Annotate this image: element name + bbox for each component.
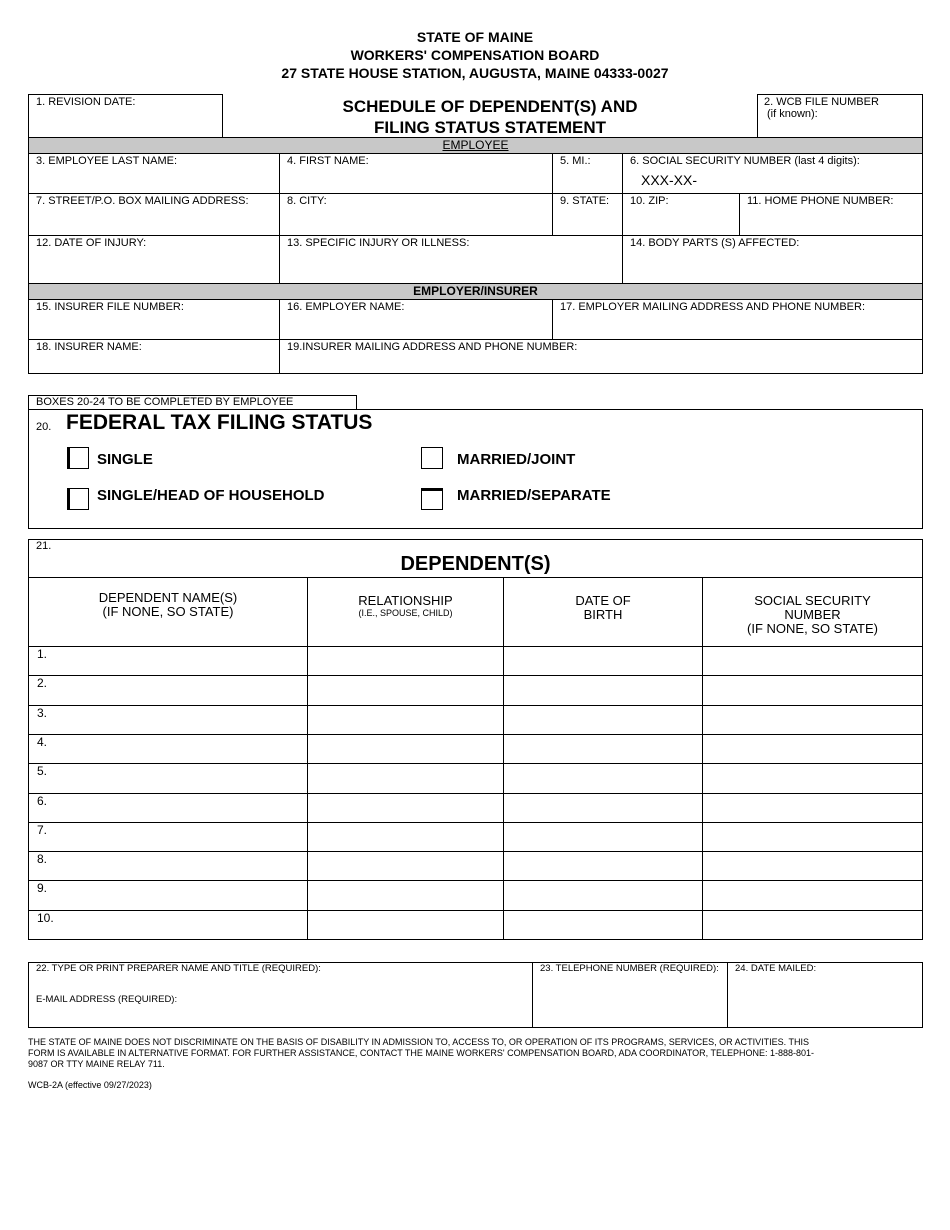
ssn-field[interactable] — [622, 153, 923, 194]
date-mailed-label: 24. DATE MAILED: — [735, 963, 817, 974]
form-id: WCB-2A (effective 09/27/2023) — [28, 1080, 152, 1090]
dependent-name-field[interactable] — [29, 910, 307, 939]
filing-status-title: FEDERAL TAX FILING STATUS — [66, 411, 373, 434]
dependent-dob-field[interactable] — [504, 675, 702, 704]
dependent-row-number: 7. — [37, 822, 48, 837]
dependent-row — [29, 675, 922, 704]
dependent-relationship-field[interactable] — [308, 880, 503, 909]
dependent-name-field[interactable] — [29, 880, 307, 909]
dependent-row-number: 8. — [37, 852, 48, 867]
dependent-row — [29, 793, 922, 822]
nondiscrimination-notice — [28, 1037, 908, 1070]
filing-status-number: 20. — [36, 421, 52, 433]
dependent-relationship-field[interactable] — [308, 851, 503, 880]
mi-label: 5. MI.: — [560, 155, 591, 167]
dependent-row — [29, 822, 922, 851]
dependent-ssn-field[interactable] — [703, 880, 922, 909]
preparer-name-field[interactable] — [29, 963, 532, 1027]
dependent-ssn-field[interactable] — [703, 822, 922, 851]
dependent-row-number: 4. — [37, 734, 48, 749]
home-phone-field[interactable] — [739, 193, 923, 236]
dependent-dob-field[interactable] — [504, 763, 702, 792]
dependent-dob-field[interactable] — [504, 734, 702, 763]
preparer-email-label: E-MAIL ADDRESS (REQUIRED): — [36, 994, 178, 1005]
col-date-of-birth-line2: BIRTH — [583, 607, 623, 622]
dependent-dob-field[interactable] — [504, 822, 702, 851]
wcb-file-number-field[interactable] — [757, 94, 923, 138]
dependent-row — [29, 910, 922, 939]
dependent-row-number: 1. — [37, 647, 48, 661]
dependent-relationship-field[interactable] — [308, 675, 503, 704]
preparer-section — [28, 962, 923, 1028]
wcb-if-known-label: (if known): — [767, 108, 818, 120]
dependent-name-field[interactable] — [29, 675, 307, 704]
dependents-table — [28, 539, 923, 940]
header-state: STATE OF MAINE — [416, 29, 534, 45]
notice-line2: FORM IS AVAILABLE IN ALTERNATIVE FORMAT. FOR FURTHER ASSISTANCE, CONTACT THE MAINE WORKERS' COMPENSATION BOARD, ADA COORDINATOR, TELEPHONE: 1-888-801- — [28, 1048, 815, 1058]
city-field[interactable] — [279, 193, 553, 236]
col-ssn-line1: SOCIAL SECURITY — [754, 593, 871, 608]
dependent-dob-field[interactable] — [504, 910, 702, 939]
dependent-name-field[interactable] — [29, 763, 307, 792]
ssn-prefix: XXX-XX- — [641, 172, 698, 188]
form-title-line1: SCHEDULE OF DEPENDENT(S) AND — [342, 97, 638, 116]
form-title — [223, 96, 757, 138]
date-mailed-field[interactable] — [728, 963, 922, 1027]
ssn-label: 6. SOCIAL SECURITY NUMBER (last 4 digits): — [630, 155, 860, 167]
dependent-ssn-field[interactable] — [703, 851, 922, 880]
dependent-ssn-field[interactable] — [703, 793, 922, 822]
dependent-relationship-field[interactable] — [308, 763, 503, 792]
zip-label: 10. ZIP: — [630, 195, 669, 207]
dependent-dob-field[interactable] — [504, 705, 702, 734]
insurer-name-field[interactable] — [28, 339, 280, 374]
dependent-row — [29, 851, 922, 880]
employee-section-title: EMPLOYEE — [442, 138, 509, 152]
dependents-title: DEPENDENT(S) — [400, 553, 551, 575]
col-dependent-name-header — [29, 591, 307, 619]
married-joint-checkbox[interactable] — [421, 447, 443, 469]
dependent-row — [29, 705, 922, 734]
dependent-row-number: 9. — [37, 881, 48, 896]
dependent-relationship-field[interactable] — [308, 705, 503, 734]
employee-last-name-field[interactable] — [28, 153, 280, 194]
first-name-field[interactable] — [279, 153, 553, 194]
single-label: SINGLE — [97, 451, 153, 468]
preparer-telephone-field[interactable] — [533, 963, 727, 1027]
date-of-injury-field[interactable] — [28, 235, 280, 284]
col-ssn-line3: (IF NONE, SO STATE) — [747, 621, 878, 636]
head-of-household-label: SINGLE/HEAD OF HOUSEHOLD — [97, 487, 325, 504]
dependent-row — [29, 763, 922, 792]
employee-section-header — [28, 137, 923, 154]
header-board: WORKERS' COMPENSATION BOARD — [350, 47, 600, 63]
dependent-ssn-field[interactable] — [703, 763, 922, 792]
married-joint-label: MARRIED/JOINT — [457, 451, 576, 468]
wcb-file-number-label: 2. WCB FILE NUMBER — [764, 96, 879, 108]
dependent-relationship-field[interactable] — [308, 646, 503, 675]
dependent-name-field[interactable] — [29, 822, 307, 851]
dependent-ssn-field[interactable] — [703, 646, 922, 675]
dependent-dob-field[interactable] — [504, 793, 702, 822]
date-of-injury-label: 12. DATE OF INJURY: — [36, 237, 147, 249]
col-ssn-header — [703, 594, 922, 636]
dependent-ssn-field[interactable] — [703, 734, 922, 763]
state-label: 9. STATE: — [560, 195, 610, 207]
dependent-row-number: 6. — [37, 793, 48, 808]
first-name-label: 4. FIRST NAME: — [287, 155, 369, 167]
dependent-relationship-field[interactable] — [308, 822, 503, 851]
boxes-note: BOXES 20-24 TO BE COMPLETED BY EMPLOYEE — [36, 396, 294, 408]
single-checkbox[interactable] — [67, 447, 89, 469]
dependent-relationship-field[interactable] — [308, 910, 503, 939]
city-label: 8. CITY: — [287, 195, 327, 207]
body-parts-label: 14. BODY PARTS (S) AFFECTED: — [630, 237, 800, 249]
form-title-line2: FILING STATUS STATEMENT — [374, 118, 606, 137]
street-address-field[interactable] — [28, 193, 280, 236]
specific-injury-field[interactable] — [279, 235, 623, 284]
married-separate-label: MARRIED/SEPARATE — [457, 487, 611, 504]
street-address-label: 7. STREET/P.O. BOX MAILING ADDRESS: — [36, 195, 249, 207]
insurer-file-number-label: 15. INSURER FILE NUMBER: — [36, 301, 184, 313]
employer-address-label: 17. EMPLOYER MAILING ADDRESS AND PHONE NUMBER: — [560, 301, 866, 313]
col-dependent-name-line2: (IF NONE, SO STATE) — [102, 604, 234, 619]
dependent-dob-field[interactable] — [504, 646, 702, 675]
insurer-address-field[interactable] — [279, 339, 923, 374]
dependent-relationship-field[interactable] — [308, 734, 503, 763]
mi-field[interactable] — [552, 153, 623, 194]
dependent-row — [29, 880, 922, 909]
insurer-name-label: 18. INSURER NAME: — [36, 341, 142, 353]
col-ssn-line2: NUMBER — [784, 607, 841, 622]
employer-name-label: 16. EMPLOYER NAME: — [287, 301, 405, 313]
state-field[interactable] — [552, 193, 623, 236]
employer-section-header — [28, 283, 923, 300]
notice-line3: 9087 OR TTY MAINE RELAY 711. — [28, 1059, 165, 1069]
married-separate-checkbox[interactable] — [421, 488, 443, 510]
notice-line1: THE STATE OF MAINE DOES NOT DISCRIMINATE ON THE BASIS OF DISABILITY IN ADMISSION TO, ACCESS TO, OR OPERATION OF ITS PROGRAMS, SERVICES, OR ACTIVITIES. THIS — [28, 1037, 809, 1047]
dependent-row-number: 2. — [37, 676, 48, 691]
col-relationship-header — [308, 594, 503, 619]
dependent-row-number: 5. — [37, 764, 48, 779]
dependent-ssn-field[interactable] — [703, 910, 922, 939]
col-relationship-line2: (I.E., SPOUSE, CHILD) — [358, 608, 453, 618]
employer-address-field[interactable] — [552, 299, 923, 340]
dependent-row — [29, 646, 922, 675]
body-parts-field[interactable] — [622, 235, 923, 284]
dependents-header-top-rule — [29, 577, 922, 578]
dependent-row — [29, 734, 922, 763]
dependent-dob-field[interactable] — [504, 851, 702, 880]
home-phone-label: 11. HOME PHONE NUMBER: — [747, 195, 894, 207]
dependent-row-number: 3. — [37, 705, 48, 720]
dependents-number: 21. — [36, 540, 52, 552]
dependent-relationship-field[interactable] — [308, 793, 503, 822]
dependent-row-number: 10. — [37, 910, 54, 925]
header-address: 27 STATE HOUSE STATION, AUGUSTA, MAINE 04333-0027 — [281, 65, 669, 81]
employee-last-name-label: 3. EMPLOYEE LAST NAME: — [36, 155, 178, 167]
boxes-note-tab — [28, 395, 357, 410]
specific-injury-label: 13. SPECIFIC INJURY OR ILLNESS: — [287, 237, 470, 249]
dependent-ssn-field[interactable] — [703, 675, 922, 704]
dependent-name-field[interactable] — [29, 734, 307, 763]
head-of-household-checkbox[interactable] — [67, 488, 89, 510]
employer-section-title: EMPLOYER/INSURER — [413, 284, 538, 298]
col-date-of-birth-header — [504, 594, 702, 622]
revision-date-field[interactable] — [28, 94, 223, 138]
revision-date-label: 1. REVISION DATE: — [36, 96, 136, 108]
employer-name-field[interactable] — [279, 299, 553, 340]
insurer-file-number-field[interactable] — [28, 299, 280, 340]
col-relationship-line1: RELATIONSHIP — [358, 593, 453, 608]
filing-status-box — [28, 409, 923, 529]
preparer-name-label: 22. TYPE OR PRINT PREPARER NAME AND TITLE (REQUIRED): — [36, 963, 321, 974]
col-date-of-birth-line1: DATE OF — [575, 593, 631, 608]
dependent-ssn-field[interactable] — [703, 705, 922, 734]
zip-field[interactable] — [622, 193, 740, 236]
preparer-telephone-label: 23. TELEPHONE NUMBER (REQUIRED): — [540, 963, 719, 974]
dependent-dob-field[interactable] — [504, 880, 702, 909]
dependent-name-field[interactable] — [29, 851, 307, 880]
dependent-name-field[interactable] — [29, 705, 307, 734]
dependent-name-field[interactable] — [29, 793, 307, 822]
col-dependent-name-line1: DEPENDENT NAME(S) — [98, 590, 238, 605]
dependent-name-field[interactable] — [29, 646, 307, 675]
insurer-address-label: 19.INSURER MAILING ADDRESS AND PHONE NUMBER: — [287, 341, 578, 353]
